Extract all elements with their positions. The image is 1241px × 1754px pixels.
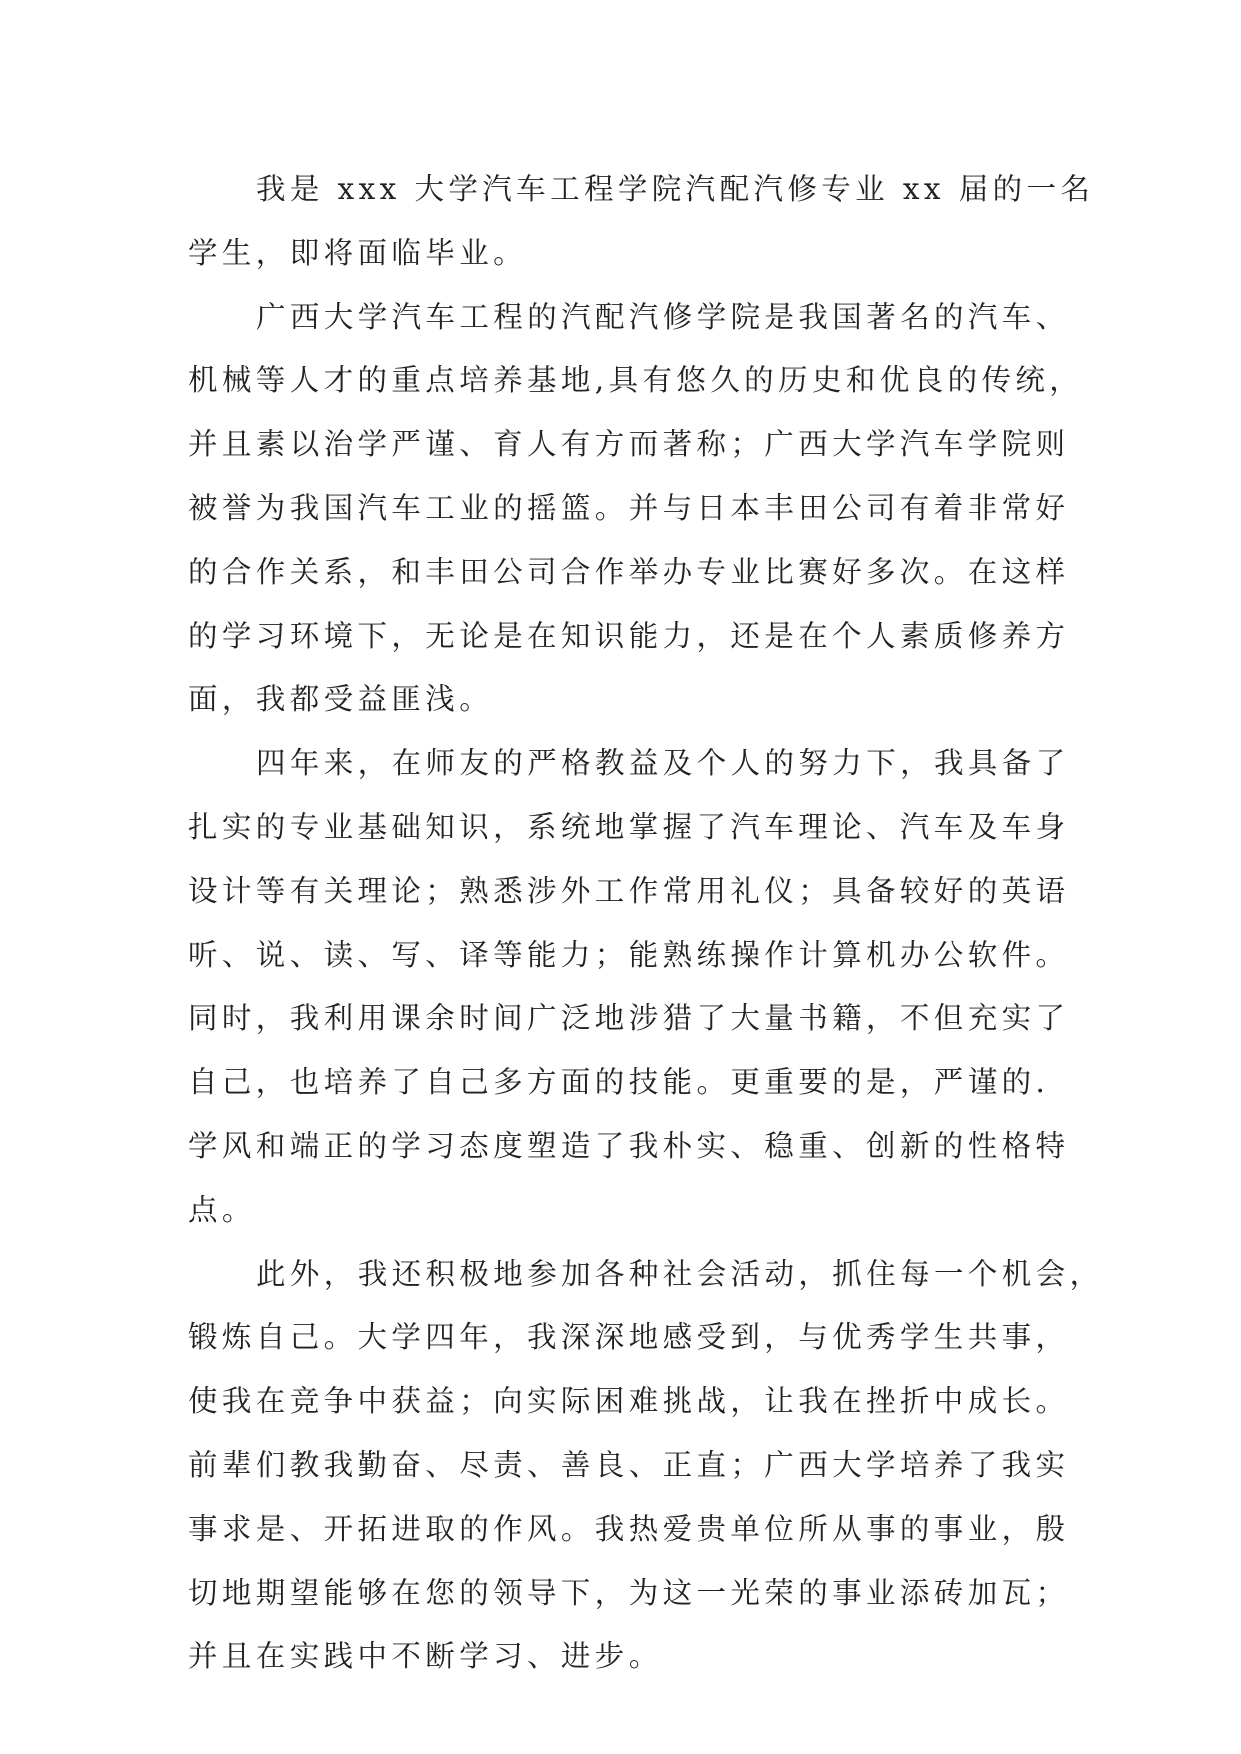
paragraph-2-line-7: 面，我都受益匪浅。 xyxy=(188,682,494,717)
paragraph-4-line-3: 使我在竞争中获益；向实际困难挑战，让我在挫折中成长。 xyxy=(188,1384,1070,1419)
paragraph-4-line-7: 并且在实践中不断学习、进步。 xyxy=(188,1639,663,1674)
paragraph-3-line-8: 点。 xyxy=(188,1192,256,1227)
paragraph-3-line-6: 自己，也培养了自己多方面的技能。更重要的是，严谨的. xyxy=(188,1065,1050,1100)
paragraph-2-line-3: 并且素以治学严谨、育人有方而著称；广西大学汽车学院则 xyxy=(188,427,1070,462)
paragraph-3-line-7: 学风和端正的学习态度塑造了我朴实、稳重、创新的性格特 xyxy=(188,1128,1070,1163)
paragraph-2-line-1: 广西大学汽车工程的汽配汽修学院是我国著名的汽车、 xyxy=(256,299,1070,334)
paragraph-4-line-5: 事求是、开拓进取的作风。我热爱贵单位所从事的事业，殷 xyxy=(188,1511,1070,1546)
paragraph-1-line-2: 学生，即将面临毕业。 xyxy=(188,235,528,270)
paragraph-4-line-6: 切地期望能够在您的领导下，为这一光荣的事业添砖加瓦； xyxy=(188,1575,1070,1610)
paragraph-3-line-2: 扎实的专业基础知识，系统地掌握了汽车理论、汽车及车身 xyxy=(188,809,1070,844)
paragraph-2-line-5: 的合作关系，和丰田公司合作举办专业比赛好多次。在这样 xyxy=(188,554,1070,589)
paragraph-3-line-3: 设计等有关理论；熟悉涉外工作常用礼仪；具备较好的英语 xyxy=(188,873,1070,908)
paragraph-3-line-5: 同时，我利用课余时间广泛地涉猎了大量书籍，不但充实了 xyxy=(188,1001,1070,1036)
paragraph-3-line-4: 听、说、读、写、译等能力；能熟练操作计算机办公软件。 xyxy=(188,937,1070,972)
paragraph-2-line-2: 机械等人才的重点培养基地,具有悠久的历史和优良的传统， xyxy=(188,363,1084,398)
paragraph-2-line-6: 的学习环境下，无论是在知识能力，还是在个人素质修养方 xyxy=(188,618,1070,653)
paragraph-1-line-1: 我是 xxx 大学汽车工程学院汽配汽修专业 xx 届的一名 xyxy=(256,172,1095,206)
paragraph-4-line-1: 此外，我还积极地参加各种社会活动，抓住每一个机会， xyxy=(256,1256,1104,1291)
document-body xyxy=(188,158,1104,1689)
paragraph-2-line-4: 被誉为我国汽车工业的摇篮。并与日本丰田公司有着非常好 xyxy=(188,490,1070,525)
paragraph-3-line-1: 四年来，在师友的严格教益及个人的努力下，我具备了 xyxy=(256,746,1070,781)
paragraph-4-line-4: 前辈们教我勤奋、尽责、善良、正直；广西大学培养了我实 xyxy=(188,1447,1070,1482)
paragraph-4-line-2: 锻炼自己。大学四年，我深深地感受到，与优秀学生共事， xyxy=(188,1320,1070,1355)
